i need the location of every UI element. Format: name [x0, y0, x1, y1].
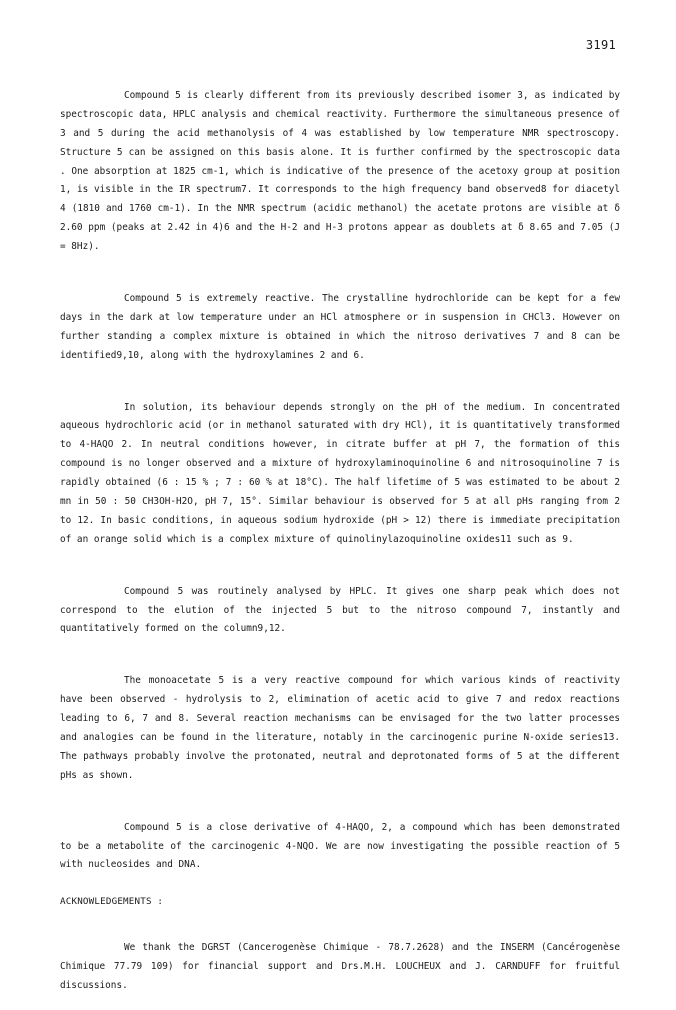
paragraph-monoacetate-reactivity [60, 653, 620, 785]
paragraph-compound-5-reactivity [60, 271, 620, 366]
paragraph-text: In solution, its behaviour depends strongly on the pH of the medium. In concentrated aqueous hydrochloric acid (or in methanol saturated with dry HCl), it is quantitatively transformed to 4-HAQO 2. In neutral conditions however, in citrate buffer at pH 7, the formation of this compound is no longer observed and a mixture of hydroxylaminoquinoline 6 and nitrosoquinoline 7 is rapidly obtained (6 : 15 % ; 7 : 60 % at 18°C). The half lifetime of 5 was estimated to be about 2 mn in 50 : 50 CH3OH-H2O, pH 7, 15°. Similar behaviour is observed for 5 at all pHs ranging from 2 to 12. In basic conditions, in aqueous sodium hydroxide (pH > 12) there is immediate precipitation of an orange solid which is a complex mixture of quinolinylazoquinoline oxides11 such as 9. [60, 401, 620, 545]
acknowledgements-paragraph [60, 920, 620, 996]
acknowledgements-heading: ACKNOWLEDGEMENTS : [60, 896, 164, 908]
paragraph-metabolite-relation [60, 800, 620, 876]
body-text [60, 64, 620, 1010]
acknowledgements-text: We thank the DGRST (Cancerogenèse Chimique - 78.7.2628) and the INSERM (Cancérogenèse Chimique 77.79 109) for financial support and Drs.M.H. LOUCHEUX and J. CARNDUFF for fruitful discussions. [60, 942, 620, 991]
paragraph-text: Compound 5 was routinely analysed by HPLC. It gives one sharp peak which does not correspond to the elution of the injected 5 but to the nitroso compound 7, instantly and quantitatively formed on the column9,12. [60, 585, 620, 635]
paragraph-text: Compound 5 is clearly different from its previously described isomer 3, as indicated by spectroscopic data, HPLC analysis and chemical reactivity. Furthermore the simultaneous presence of 3 and 5 during the acid methanolysis of 4 was established by low temperature NMR spectroscopy. Structure 5 can be assigned on this basis alone. It is further confirmed by the spectroscopic data . One absorption at 1825 cm-1, which is indicative of the presence of the acetoxy group at position 1, is visible in the IR spectrum7. It corresponds to the high frequency band observed8 for diacetyl 4 (1810 and 1760 cm-1). In the NMR spectrum (acidic methanol) the acetate protons are visible at δ 2.60 ppm (peaks at 2.42 in 4)6 and the H-2 and H-3 protons appear as doublets at δ 8.65 and 7.05 (J = 8Hz). [60, 89, 620, 253]
paragraph-hplc-analysis [60, 564, 620, 640]
paragraph-text: Compound 5 is a close derivative of 4-HAQO, 2, a compound which has been demonstrated to be a metabolite of the carcinogenic 4-NQO. We are now investigating the possible reaction of 5 with nucleosides and DNA. [60, 821, 620, 871]
paragraph-text: Compound 5 is extremely reactive. The crystalline hydrochloride can be kept for a few days in the dark at low temperature under an HCl atmosphere or in suspension in CHCl3. However on further standing a complex mixture is obtained in which the nitroso derivatives 7 and 8 can be identified9,10, along with the hydroxylamines 2 and 6. [60, 292, 620, 361]
paragraph-solution-behaviour [60, 380, 620, 550]
paragraph-text: The monoacetate 5 is a very reactive compound for which various kinds of reactivity have been observed - hydrolysis to 2, elimination of acetic acid to give 7 and redox reactions leading to 6, 7 and 8. Several reaction mechanisms can be envisaged for the two latter processes and analogies can be found in the literature, notably in the carcinogenic purine N-oxide series13. The pathways probably involve the protonated, neutral and deprotonated forms of 5 at the different pHs as shown. [60, 675, 620, 781]
paragraph-compound-5-structure [60, 68, 620, 257]
page-number: 3191 [585, 38, 616, 52]
